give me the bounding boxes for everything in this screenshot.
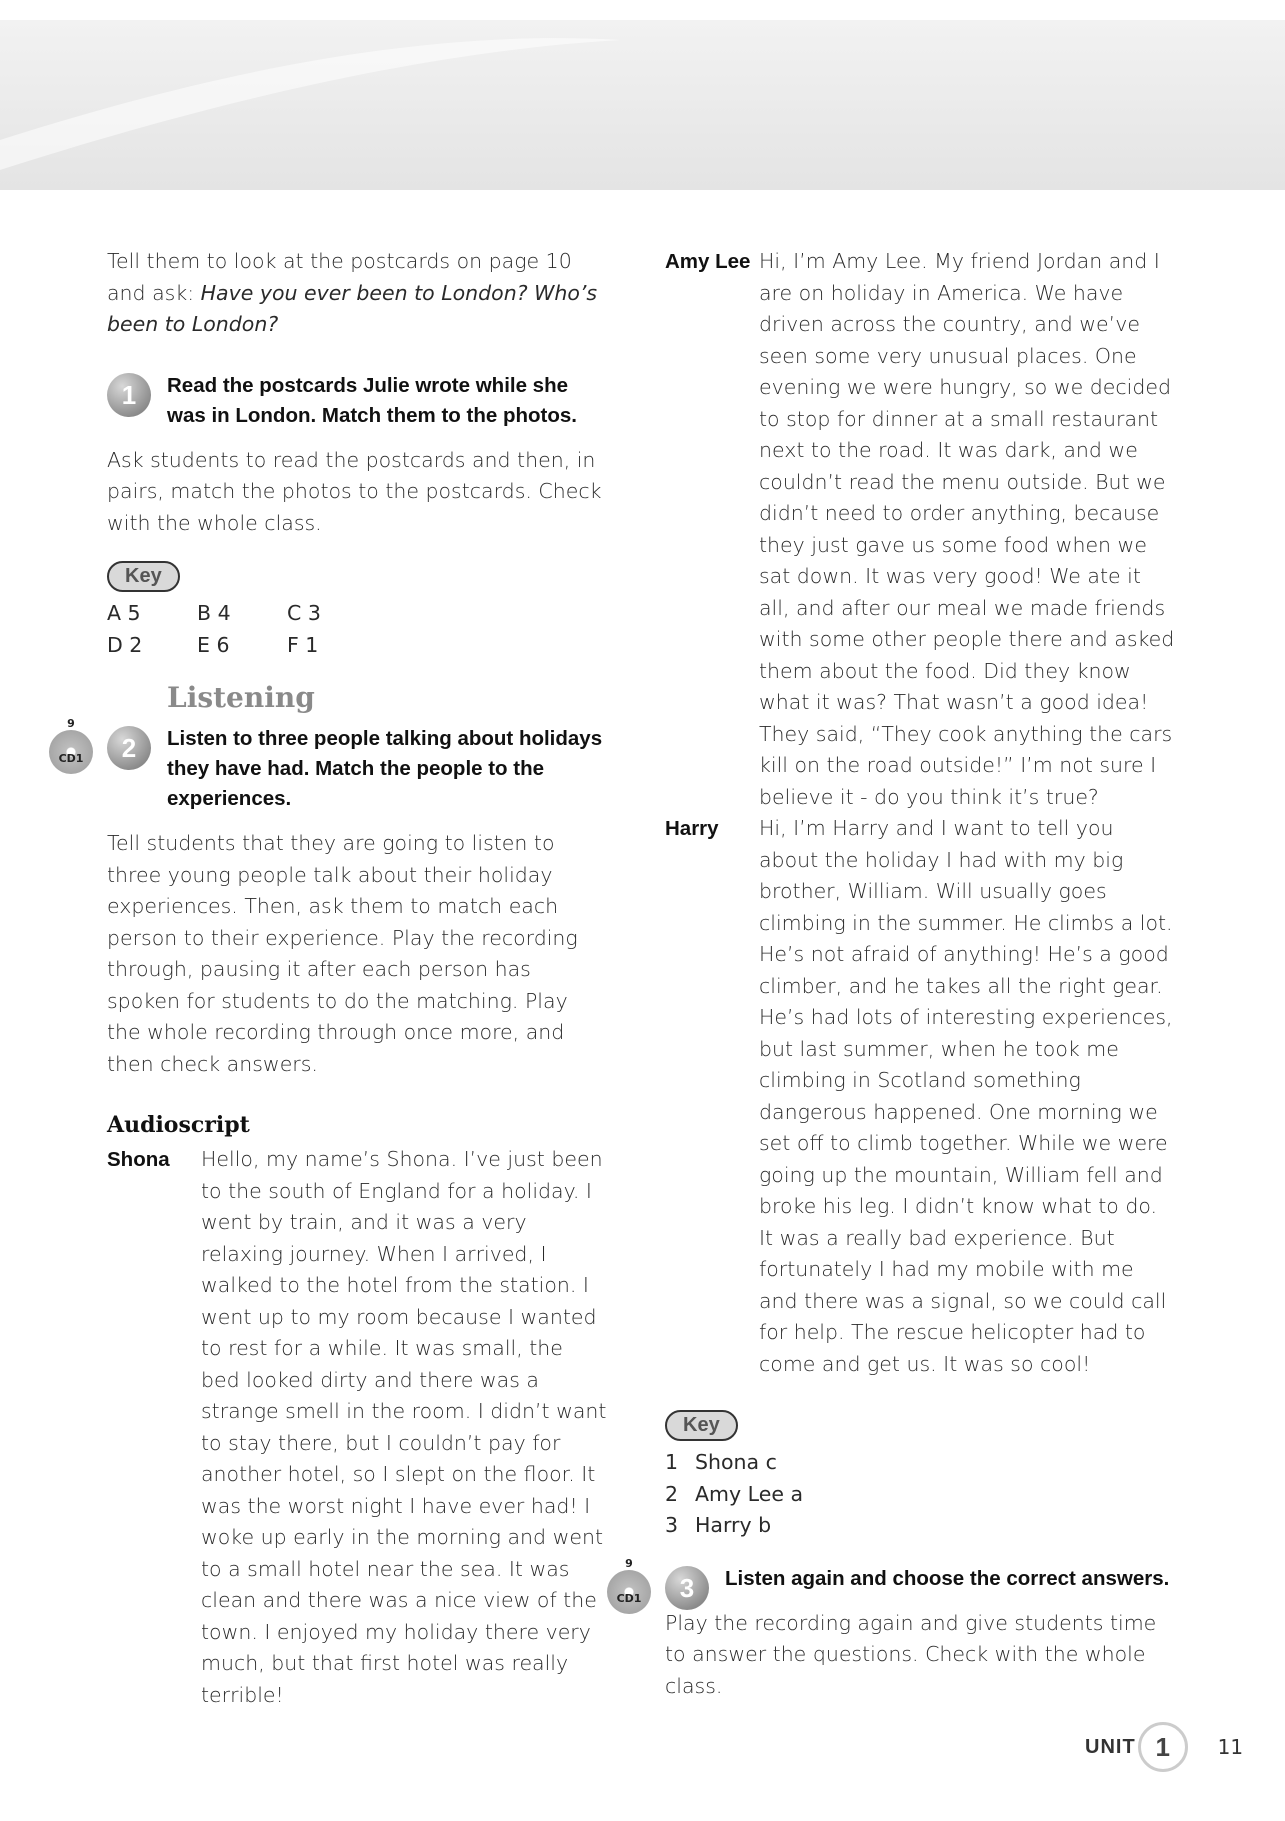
key-cell: C 3: [287, 601, 321, 625]
exercise-number-badge: 2: [107, 726, 151, 770]
key-cell: B 4: [197, 601, 231, 625]
exercise-2: [58, 717, 607, 814]
page-footer: [1085, 1722, 1243, 1772]
key-badge: Key: [107, 561, 180, 592]
cd-track-icon: [605, 1558, 653, 1614]
exercise-number-badge: 3: [665, 1566, 709, 1610]
key-item-answer: Harry b: [695, 1513, 772, 1537]
cd-label: CD1: [58, 752, 84, 765]
header-banner: [0, 0, 1285, 190]
speaker-text: Hello, my name’s Shona. I’ve just been to the south of England for a holiday. I went by train, and it was a very relaxing journey. When I arrived, I walked to the hotel from the station. I went up to my room because I wanted to rest for a while. It was small, the bed looked dirty and there was a strange smell in the room. I didn’t want to stay there, but I couldn’t pay for another hotel, so I slept on the floor. It was the worst night I have ever had! I woke up early in the morning and went to a small hotel near the sea. It was clean and there was a nice view of the town. I enjoyed my holiday there very much, but that first hotel was really terrible!: [201, 1147, 607, 1707]
exercise-1-body: Ask students to read the postcards and then, in pairs, match the photos to the postcards. Check with the whole class.: [107, 447, 602, 535]
exercise-3: [616, 1556, 1175, 1605]
speaker-name: Harry: [665, 817, 719, 840]
key-item: [665, 1479, 1175, 1511]
key-item-number: 1: [665, 1450, 679, 1474]
speaker-harry: [665, 813, 1175, 1380]
key-cell: A 5: [107, 601, 141, 625]
banner-swoosh: [0, 20, 1285, 190]
exercise-1-instruction: Read the postcards Julie wrote while she was in London. Match them to the photos.: [167, 373, 577, 427]
speaker-text: Hi, I’m Amy Lee. My friend Jordan and I are on holiday in America. We have driven across the country, and we’ve seen some very unusual places. One evening we were hungry, so we decided to stop for dinner at a small restaurant next to the road. It was dark, and we couldn’t read the menu outside. But we didn’t need to order anything, because they just gave us some food when we sat down. It was very good! We ate it all, and after our meal we made friends with some other people there and asked them about the food. Did they know what it was? That wasn’t a good idea! They said, “They cook anything the cars kill on the road outside!” I’m not sure I believe it - do you think it’s true?: [759, 249, 1175, 809]
unit-label: UNIT: [1085, 1735, 1136, 1758]
key-item-number: 3: [665, 1513, 679, 1537]
audioscript-key: [665, 1447, 1175, 1542]
exercise-2-body: Tell students that they are going to listen to three young people talk about their holiday experiences. Then, ask them to match each person to their experience. Play the recording through, pausing it after each person has spoken for students to do the matching. Play the whole recording through once more, and then check answers.: [107, 831, 578, 1076]
cd-track-number: 9: [625, 1556, 633, 1570]
cd-label: CD1: [616, 1591, 642, 1605]
key-row: [107, 630, 377, 662]
intro-paragraph: [107, 246, 607, 341]
left-column: [58, 246, 607, 1711]
key-cell: F 1: [287, 632, 319, 657]
exercise-1: [107, 371, 607, 431]
right-column: [616, 246, 1175, 1702]
intro-text: Tell them to look at the postcards on page 10 and ask:: [107, 249, 572, 305]
intro-question: Have you ever been to London? Who’s been to London?: [107, 280, 598, 336]
key-row: [107, 598, 377, 630]
speaker-amy-lee: [665, 246, 1175, 813]
audioscript-heading: Audioscript: [107, 1112, 250, 1138]
speaker-name: Amy Lee: [665, 250, 751, 273]
unit-number-badge: 1: [1138, 1722, 1188, 1772]
speaker-shona: [107, 1144, 607, 1711]
exercise-2-instruction: Listen to three people talking about holidays they have had. Match the people to the experiences.: [167, 727, 603, 810]
exercise-3-instruction: Listen again and choose the correct answers.: [725, 1566, 1170, 1590]
exercise-3-body: Play the recording again and give students time to answer the questions. Check with the whole class.: [665, 1610, 1157, 1698]
key-cell: D 2: [107, 632, 143, 657]
key-badge: Key: [665, 1410, 738, 1441]
key-item: [665, 1510, 1175, 1542]
key-item: [665, 1447, 1175, 1479]
cd-track-number: 9: [67, 717, 75, 730]
page-number: 11: [1217, 1735, 1244, 1759]
speaker-text: Hi, I’m Harry and I want to tell you about the holiday I had with my big brother, William. Will usually goes climbing in the summer. He climbs a lot. He’s not afraid of anything! He’s a good climber, and he takes all the right gear. He’s had lots of interesting experiences, but last summer, when he took me climbing in Scotland something dangerous happened. One morning we set off to climb together. While we were going up the mountain, William fell and broke his leg. I didn’t know what to do. It was a really bad experience. But fortunately I had my mobile with me and there was a signal, so we could call for help. The rescue helicopter had to come and get us. It was so cool!: [759, 816, 1173, 1376]
speaker-name: Shona: [107, 1148, 170, 1171]
cd-track-icon: [47, 718, 95, 774]
listening-heading: Listening: [167, 681, 315, 714]
key-item-number: 2: [665, 1481, 679, 1506]
key-cell: E 6: [197, 632, 230, 657]
exercise-1-key: [107, 598, 377, 661]
key-item-answer: Shona c: [695, 1450, 777, 1474]
key-item-answer: Amy Lee a: [695, 1481, 804, 1506]
exercise-number-badge: 1: [107, 373, 151, 417]
